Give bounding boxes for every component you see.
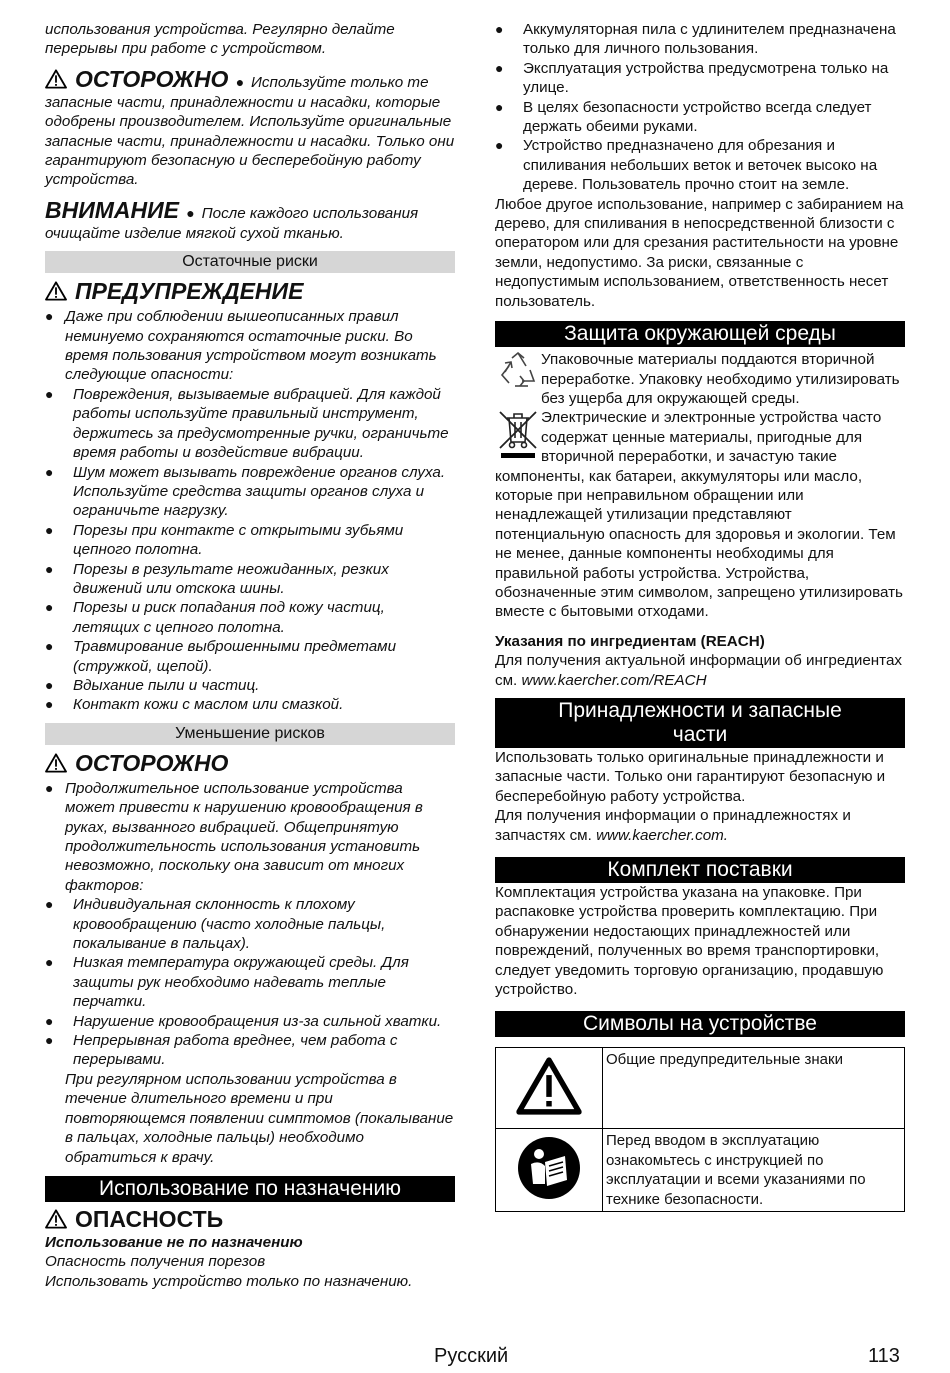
risk-reduction-title: Уменьшение рисков (45, 723, 455, 745)
accessories-title-line-2: части (672, 723, 728, 746)
symbol-text: Перед вводом в эксплуатацию ознакомьтесь с инструкцией по эксплуатации и всеми указаниями по технике безопасности. (603, 1129, 905, 1212)
accessories-link[interactable]: www.kaercher.com. (596, 826, 729, 844)
scope-title: Комплект поставки (495, 857, 905, 883)
danger-heading: ОПАСНОСТЬ (75, 1205, 224, 1232)
footer-language: Русский (434, 1345, 509, 1367)
caution-intro-list (45, 779, 455, 895)
warning-intro: ● Даже при соблюдении вышеописанных правил неминуемо сохраняются остаточные риски. Во время пользования устройством могут возникать следующие опасности: (45, 307, 455, 385)
intro-text: использования устройства. Регулярно делайте перерывы при работе с устройством. (45, 21, 395, 58)
left-column (45, 20, 455, 1291)
electronics-text: Электрические и электронные устройства часто содержат ценные материалы, пригодные для вторичной переработки, и зачастую такие компоненты, как батареи, аккумуляторы или масло, которые при неправильном обращении или ненадлежащей утилизации представляют потенциальную опасность для здоровья и экологии. Тем не менее, данные компоненты необходимы для правильной работы устройства. Устройства, обозначенные этим символом, запрещено утилизировать вместе с бытовыми отходами. (495, 409, 903, 621)
list-item: ● Аккумуляторная пила с удлинителем предназначена только для личного пользования. (495, 20, 905, 59)
read-manual-icon (517, 1136, 581, 1200)
intended-use-title: Использование по назначению (45, 1176, 455, 1202)
list-item: ● Непрерывная работа вреднее, чем работа с перерывами. (45, 1031, 455, 1070)
environment-title: Защита окружающей среды (495, 321, 905, 347)
symbol-icon-cell (496, 1129, 603, 1212)
reach-paragraph (495, 651, 905, 690)
caution-block-1: ОСТОРОЖНО ● Используйте только те запасные части, принадлежности и насадки, которые одобрены производителем. Используйте оригинальные запасные части, принадлежности и насадки. Только они гарантируют безопасную и бесперебойную работу устройства. (45, 65, 455, 189)
caution-outro: При регулярном использовании устройства в течение длительного времени и при повторяющемся появлении симптомов (покалывание в пальцах, холодные пальцы) необходимо обратиться к врачу. (65, 1070, 454, 1166)
reach-heading: Указания по ингредиентам (REACH) (495, 632, 765, 650)
caution-heading: ОСТОРОЖНО (75, 749, 229, 776)
table-row (496, 1129, 905, 1212)
list-item: ● Нарушение кровообращения из-за сильной хватки. (45, 1012, 455, 1031)
other-use-text: Любое другое использование, например с забиранием на дерево, для спиливания в непосредственной близости с оператором или для срезания растительности на уровне земли, недопустимо. За риски, связанные с недопустимым использованием, ответственность несет пользователь. (495, 195, 904, 310)
warning-intro-list (45, 307, 455, 385)
list-item: ● Эксплуатация устройства предусмотрена только на улице. (495, 59, 905, 98)
list-item: ● Шум может вызывать повреждение органов слуха. Используйте средства защиты органов слуха и ограничьте нагрузку. (45, 463, 455, 521)
reach-link[interactable]: www.kaercher.com/REACH (521, 671, 707, 689)
accessories-info-text: Для получения информации о принадлежностях и запчастях см. (495, 807, 851, 844)
list-item: ● Порезы и риск попадания под кожу частиц, летящих с цепного полотна. (45, 598, 455, 637)
recycling-icon (495, 350, 541, 394)
right-column (495, 20, 905, 1212)
list-item: ● Порезы при контакте с открытыми зубьями цепного полотна. (45, 521, 455, 560)
warning-triangle-icon (45, 281, 67, 301)
warning-triangle-icon (45, 69, 67, 89)
list-item: ● Контакт кожи с маслом или смазкой. (45, 695, 455, 714)
accessories-title (495, 698, 905, 748)
symbols-table (495, 1047, 905, 1212)
page-number: 113 (868, 1345, 900, 1367)
crossed-bin-icon (495, 408, 541, 460)
caution-text: Используйте только те запасные части, принадлежности и насадки, которые одобрены производителем. Используйте оригинальные запасные части, принадлежности и насадки. Только они гарантируют безопасную и бесперебойную работу устройства. (45, 73, 455, 189)
list-item: ● В целях безопасности устройство всегда следует держать обеими руками. (495, 98, 905, 137)
accessories-info (495, 806, 905, 845)
env-electronics (495, 408, 905, 621)
list-item: ● Вдыхание пыли и частиц. (45, 676, 455, 695)
danger-line-1: Опасность получения порезов (45, 1253, 266, 1271)
warning-list (45, 385, 455, 715)
danger-block (45, 1205, 455, 1291)
list-item: ● Устройство предназначено для обрезания и спиливания небольших веток и веточек высоко на дереве. Пользователь прочно стоит на земле. (495, 136, 905, 194)
caution-heading: ОСТОРОЖНО (75, 65, 229, 92)
usage-list (495, 20, 905, 195)
env-packaging (495, 350, 905, 408)
residual-risks-title: Остаточные риски (45, 251, 455, 273)
reach-text: Для получения актуальной информации об ингредиентах см. (495, 652, 902, 689)
attention-heading: ВНИМАНИЕ (45, 196, 180, 223)
list-item: ● Порезы в результате неожиданных, резких движений или отскока шины. (45, 560, 455, 599)
list-item: ● Травмирование выброшенными предметами (стружкой, щепой). (45, 637, 455, 676)
danger-subheading: Использование не по назначению (45, 1233, 303, 1251)
attention-block: ВНИМАНИЕ ● После каждого использования очищайте изделие мягкой сухой тканью. (45, 196, 419, 242)
accessories-text: Использовать только оригинальные принадлежности и запасные части. Только они гарантируют безопасную и бесперебойную работу устройства. (495, 749, 886, 805)
packaging-text: Упаковочные материалы поддаются вторичной переработке. Упаковку необходимо утилизировать без ущерба для окружающей среды. (541, 351, 900, 407)
caution-intro: ● Продолжительное использование устройства может привести к нарушению кровообращения в руках, вызванного вибрацией. Общепринятую продолжительность использования установить невозможно, поскольку она зависит от многих факторов: (45, 779, 455, 895)
attention-text: После каждого использования очищайте изделие мягкой сухой тканью. (45, 204, 419, 242)
warning-heading: ПРЕДУПРЕЖДЕНИЕ (75, 278, 304, 305)
scope-text: Комплектация устройства указана на упаковке. При распаковке устройства проверить комплектацию. При обнаружении недостающих принадлежностей или повреждений, полученных во время транспортировки, следует уведомить торговую организацию, продавшую устройство. (495, 884, 884, 999)
symbols-title: Символы на устройстве (495, 1011, 905, 1037)
symbol-icon-cell (496, 1048, 603, 1129)
list-item: ● Низкая температура окружающей среды. Для защиты рук необходимо надевать теплые перчатки. (45, 953, 455, 1011)
accessories-title-line-1: Принадлежности и запасные (558, 699, 842, 722)
caution-block-2 (45, 749, 455, 1167)
caution-list (45, 895, 455, 1070)
symbol-text: Общие предупредительные знаки (603, 1048, 905, 1129)
list-item: ● Повреждения, вызываемые вибрацией. Для каждой работы используйте правильный инструмент, держитесь за предусмотренные ручки, ограничьте время работы и воздействие вибрации. (45, 385, 455, 463)
warning-triangle-icon (516, 1056, 582, 1116)
warning-block (45, 277, 455, 715)
danger-line-2: Использовать устройство только по назначению. (45, 1272, 413, 1290)
warning-triangle-icon (45, 1209, 67, 1229)
warning-triangle-icon (45, 753, 67, 773)
table-row (496, 1048, 905, 1129)
list-item: ● Индивидуальная склонность к плохому кровообращению (часто холодные пальцы, покалывание в пальцах). (45, 895, 455, 953)
